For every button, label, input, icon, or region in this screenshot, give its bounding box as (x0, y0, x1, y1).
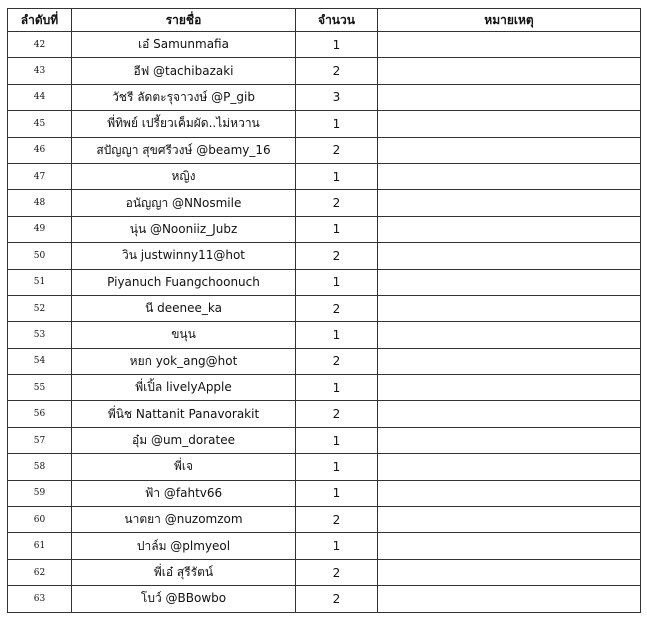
row-name: นาตยา @nuzomzom (72, 507, 296, 533)
row-name: ฟ้า @fahtv66 (72, 480, 296, 506)
row-number: 53 (8, 322, 72, 348)
row-number: 45 (8, 111, 72, 137)
row-note (378, 322, 641, 348)
row-name: สปัญญา สุขศรีวงษ์ @beamy_16 (72, 137, 296, 163)
row-note (378, 586, 641, 612)
table-row (8, 243, 641, 269)
header-note: หมายเหตุ (378, 9, 641, 32)
row-name: อุ๋ม @um_doratee (72, 427, 296, 453)
row-name: นุ่น @Nooniiz_Jubz (72, 216, 296, 242)
row-name: วัชรี ลัดตะรุจาวงษ์ @P_gib (72, 84, 296, 110)
row-number: 46 (8, 137, 72, 163)
row-number: 50 (8, 243, 72, 269)
row-note (378, 427, 641, 453)
row-note (378, 216, 641, 242)
table-row (8, 348, 641, 374)
table-row (8, 137, 641, 163)
row-quantity: 2 (296, 137, 378, 163)
row-quantity: 1 (296, 533, 378, 559)
row-note (378, 533, 641, 559)
row-note (378, 401, 641, 427)
row-note (378, 163, 641, 189)
row-name: โบว์ @BBowbo (72, 586, 296, 612)
row-number: 61 (8, 533, 72, 559)
row-name: Piyanuch Fuangchoonuch (72, 269, 296, 295)
table-row (8, 427, 641, 453)
table-row (8, 32, 641, 58)
row-note (378, 137, 641, 163)
table-row (8, 507, 641, 533)
row-number: 60 (8, 507, 72, 533)
row-number: 62 (8, 559, 72, 585)
row-quantity: 1 (296, 111, 378, 137)
row-quantity: 2 (296, 507, 378, 533)
row-quantity: 2 (296, 295, 378, 321)
row-quantity: 1 (296, 480, 378, 506)
row-name: พี่เจ (72, 454, 296, 480)
row-number: 56 (8, 401, 72, 427)
table-row (8, 269, 641, 295)
row-note (378, 348, 641, 374)
row-number: 59 (8, 480, 72, 506)
table-row (8, 58, 641, 84)
row-quantity: 2 (296, 348, 378, 374)
row-number: 48 (8, 190, 72, 216)
row-number: 54 (8, 348, 72, 374)
table-row (8, 216, 641, 242)
row-note (378, 32, 641, 58)
table-row (8, 111, 641, 137)
row-name: พี่นิช Nattanit Panavorakit (72, 401, 296, 427)
row-note (378, 295, 641, 321)
row-quantity: 2 (296, 58, 378, 84)
row-note (378, 190, 641, 216)
row-name: อีฟ @tachibazaki (72, 58, 296, 84)
table-row (8, 559, 641, 585)
table-row (8, 295, 641, 321)
row-quantity: 1 (296, 269, 378, 295)
row-quantity: 1 (296, 454, 378, 480)
row-note (378, 84, 641, 110)
name-list-table (7, 8, 641, 613)
row-name: วิน justwinny11@hot (72, 243, 296, 269)
row-quantity: 2 (296, 243, 378, 269)
row-name: พี่เปิ้ล livelyApple (72, 375, 296, 401)
table-row (8, 454, 641, 480)
table-row (8, 401, 641, 427)
row-quantity: 1 (296, 427, 378, 453)
header-row (8, 9, 641, 32)
row-quantity: 2 (296, 586, 378, 612)
table-row (8, 190, 641, 216)
row-name: หยก yok_ang@hot (72, 348, 296, 374)
header-name: รายชื่อ (72, 9, 296, 32)
table-row (8, 163, 641, 189)
row-quantity: 2 (296, 190, 378, 216)
table-row (8, 533, 641, 559)
table-row (8, 480, 641, 506)
row-quantity: 1 (296, 322, 378, 348)
row-number: 43 (8, 58, 72, 84)
row-note (378, 507, 641, 533)
row-quantity: 3 (296, 84, 378, 110)
row-number: 51 (8, 269, 72, 295)
row-number: 47 (8, 163, 72, 189)
row-quantity: 2 (296, 559, 378, 585)
row-name: นี deenee_ka (72, 295, 296, 321)
header-no: ลำดับที่ (8, 9, 72, 32)
row-number: 49 (8, 216, 72, 242)
row-note (378, 243, 641, 269)
row-note (378, 559, 641, 585)
row-number: 57 (8, 427, 72, 453)
row-number: 63 (8, 586, 72, 612)
row-note (378, 454, 641, 480)
table-row (8, 322, 641, 348)
row-note (378, 375, 641, 401)
row-note (378, 111, 641, 137)
row-quantity: 1 (296, 216, 378, 242)
row-name: พี่ทิพย์ เปรี้ยวเค็มผัด..ไม่หวาน (72, 111, 296, 137)
row-name: อนัญญา @NNosmile (72, 190, 296, 216)
row-name: หญิง (72, 163, 296, 189)
row-quantity: 1 (296, 163, 378, 189)
row-number: 44 (8, 84, 72, 110)
row-note (378, 58, 641, 84)
table-row (8, 84, 641, 110)
row-quantity: 1 (296, 375, 378, 401)
table-body (8, 32, 641, 613)
row-name: ปาล์ม @plmyeol (72, 533, 296, 559)
row-quantity: 1 (296, 32, 378, 58)
table-row (8, 375, 641, 401)
row-number: 42 (8, 32, 72, 58)
row-name: เอ๋ Samunmafia (72, 32, 296, 58)
row-number: 55 (8, 375, 72, 401)
row-name: ขนุน (72, 322, 296, 348)
row-note (378, 269, 641, 295)
row-number: 52 (8, 295, 72, 321)
row-name: พี่เอ๋ สุรีรัตน์ (72, 559, 296, 585)
row-quantity: 2 (296, 401, 378, 427)
table-row (8, 586, 641, 612)
row-number: 58 (8, 454, 72, 480)
row-note (378, 480, 641, 506)
header-qty: จำนวน (296, 9, 378, 32)
